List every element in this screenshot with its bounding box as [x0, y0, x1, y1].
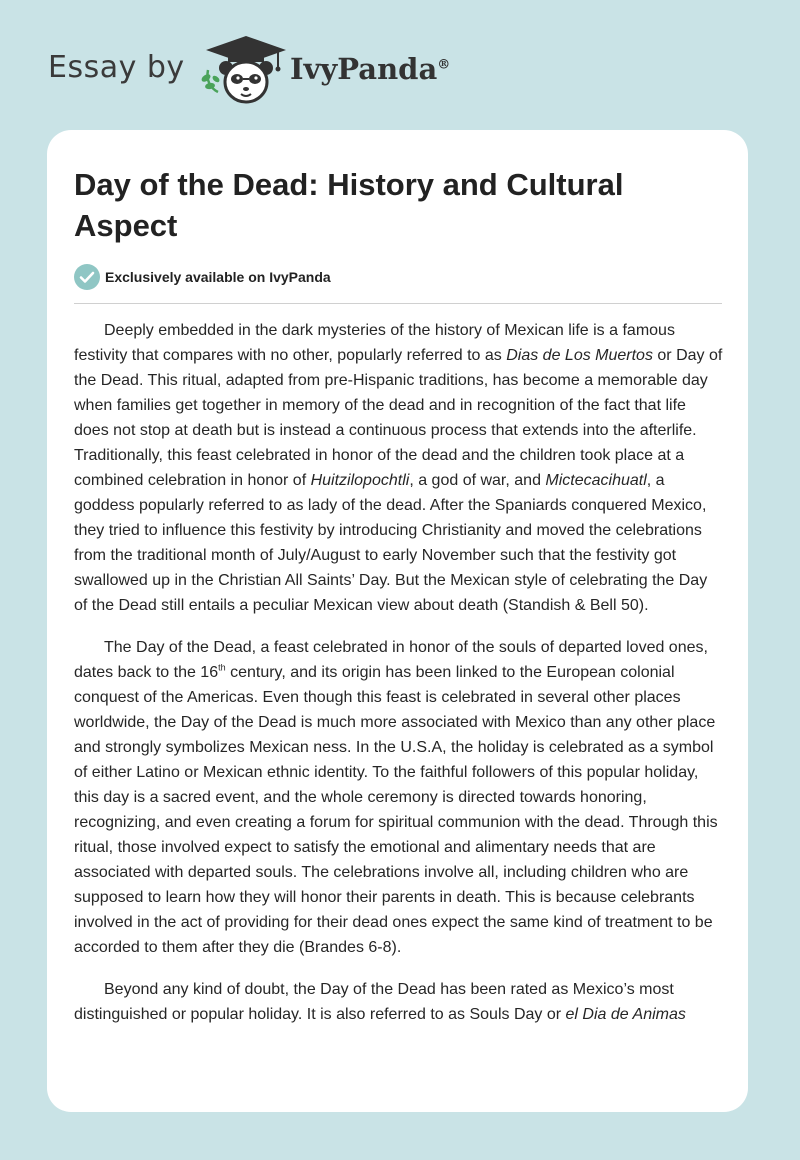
paragraph-2: The Day of the Dead, a feast celebrated in honor of the souls of departed loved ones, dates back to the 16th century, and its origin has been linked to the European colonial conquest of the Americas. Even though this feast is celebrated in several other places worldwide, the Day of the Dead is much more associated with Mexico than any other place and strongly symbolizes Mexican ness. In the U.S.A, the holiday is celebrated as a symbol of either Latino or Mexican ethnic identity. To the faithful followers of this popular holiday, this day is a sacred event, and the whole ceremony is directed towards honoring, recognizing, and even creating a forum for spiritual communion with the dead. Through this ritual, those involved expect to satisfy the emotional and alimentary needs that are associated with departed souls. The celebrations involve all, including children who are supposed to learn how they will honor their parents in death. This is because celebrants involved in the act of providing for their dead ones expect the same kind of treatment to be accorded to them after they die (Brandes 6-8). — [74, 639, 718, 956]
essay-by-label: Essay by — [48, 50, 185, 85]
essay-title: Day of the Dead: History and Cultural Aspect — [74, 167, 624, 243]
registered-mark: ® — [437, 57, 451, 73]
paragraph-1: Deeply embedded in the dark mysteries of the history of Mexican life is a famous festivity that compares with no other, popularly referred to as Dias de Los Muertos or Day of the Dead. This ritual, adapted from pre-Hispanic traditions, has become a memorable day when families get together in memory of the dead and in recognition of the fact that life does not stop at death but is instead a continuous process that extends into the afterlife. Traditionally, this feast celebrated in honor of the dead and the children took place at a combined celebration in honor of Huitzilopochtli, a god of war, and Mictecacihuatl, a goddess popularly referred to as lady of the dead. After the Spaniards conquered Mexico, they tried to influence this festivity by introducing Christianity and moved the celebrations from the traditional month of July/August to early November such that the festivity got swallowed up in the Christian All Saints’ Day. But the Mexican style of celebrating the Day of the Dead still entails a peculiar Mexican view about death (Standish & Bell 50). — [74, 322, 723, 614]
panda-graduation-cap-icon — [198, 34, 290, 108]
essay-card — [47, 130, 748, 1112]
brand-name[interactable]: IvyPanda® — [290, 52, 451, 86]
essay-body — [74, 318, 724, 1044]
divider — [74, 303, 722, 304]
paragraph-3: Beyond any kind of doubt, the Day of the Dead has been rated as Mexico’s most distinguished or popular holiday. It is also referred to as Souls Day or el Dia de Animas — [74, 981, 686, 1023]
site-header — [0, 0, 800, 130]
exclusive-label: Exclusively available on IvyPanda — [105, 269, 331, 285]
checkmark-circle-icon — [74, 264, 100, 290]
